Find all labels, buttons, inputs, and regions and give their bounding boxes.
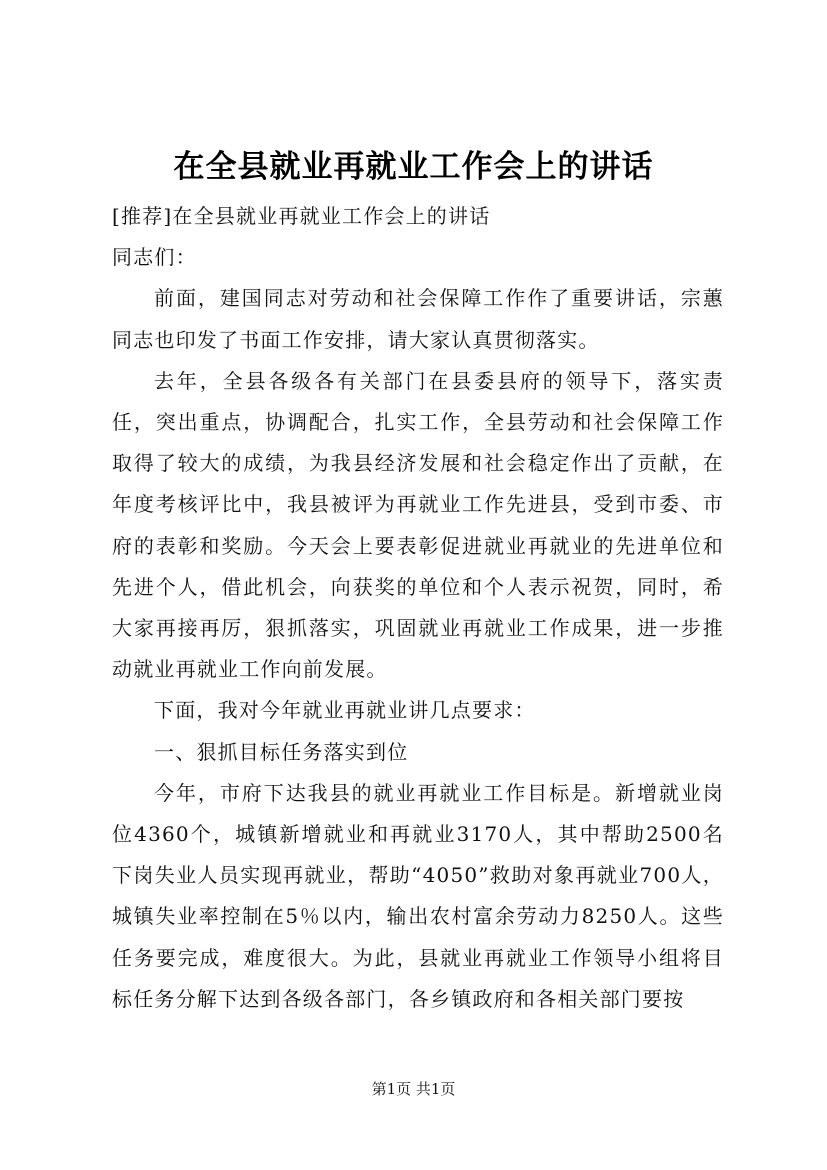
document-body [112,196,724,1020]
paragraph-1: 前面，建国同志对劳动和社会保障工作作了重要讲话，宗蕙同志也印发了书面工作安排，请大家认真贯彻落实。 [112,286,724,352]
document-title: 在全县就业再就业工作会上的讲话 [173,149,654,185]
salutation: 同志们： [112,245,197,270]
paragraph-3: 下面，我对今年就业再就业讲几点要求： [154,698,536,723]
page-footer: 第1页 共1页 [371,1080,456,1098]
recommend-line: [推荐]在全县就业再就业工作会上的讲话 [112,204,491,228]
section-heading-1: 一、狠抓目标任务落实到位 [154,739,409,764]
paragraph-4: 今年，市府下达我县的就业再就业工作目标是。新增就业岗位4360个，城镇新增就业和再就业3170人，其中帮助2500名下岗失业人员实现再就业，帮助“4050”救助对象再就业700人，城镇失业率控制在5％以内，输出农村富余劳动力8250人。这些任务要完成，难度很大。为此，县就业再就业工作领导小组将目标任务分解下达到各级各部门，各乡镇政府和各相关部门要按 [112,780,724,1011]
paragraph-2: 去年，全县各级各有关部门在县委县府的领导下，落实责任，突出重点，协调配合，扎实工作，全县劳动和社会保障工作取得了较大的成绩，为我县经济发展和社会稳定作出了贡献，在年度考核评比中，我县被评为再就业工作先进县，受到市委、市府的表彰和奖励。今天会上要表彰促进就业再就业的先进单位和先进个人，借此机会，向获奖的单位和个人表示祝贺，同时，希大家再接再厉，狠抓落实，巩固就业再就业工作成果，进一步推动就业再就业工作向前发展。 [112,368,724,682]
